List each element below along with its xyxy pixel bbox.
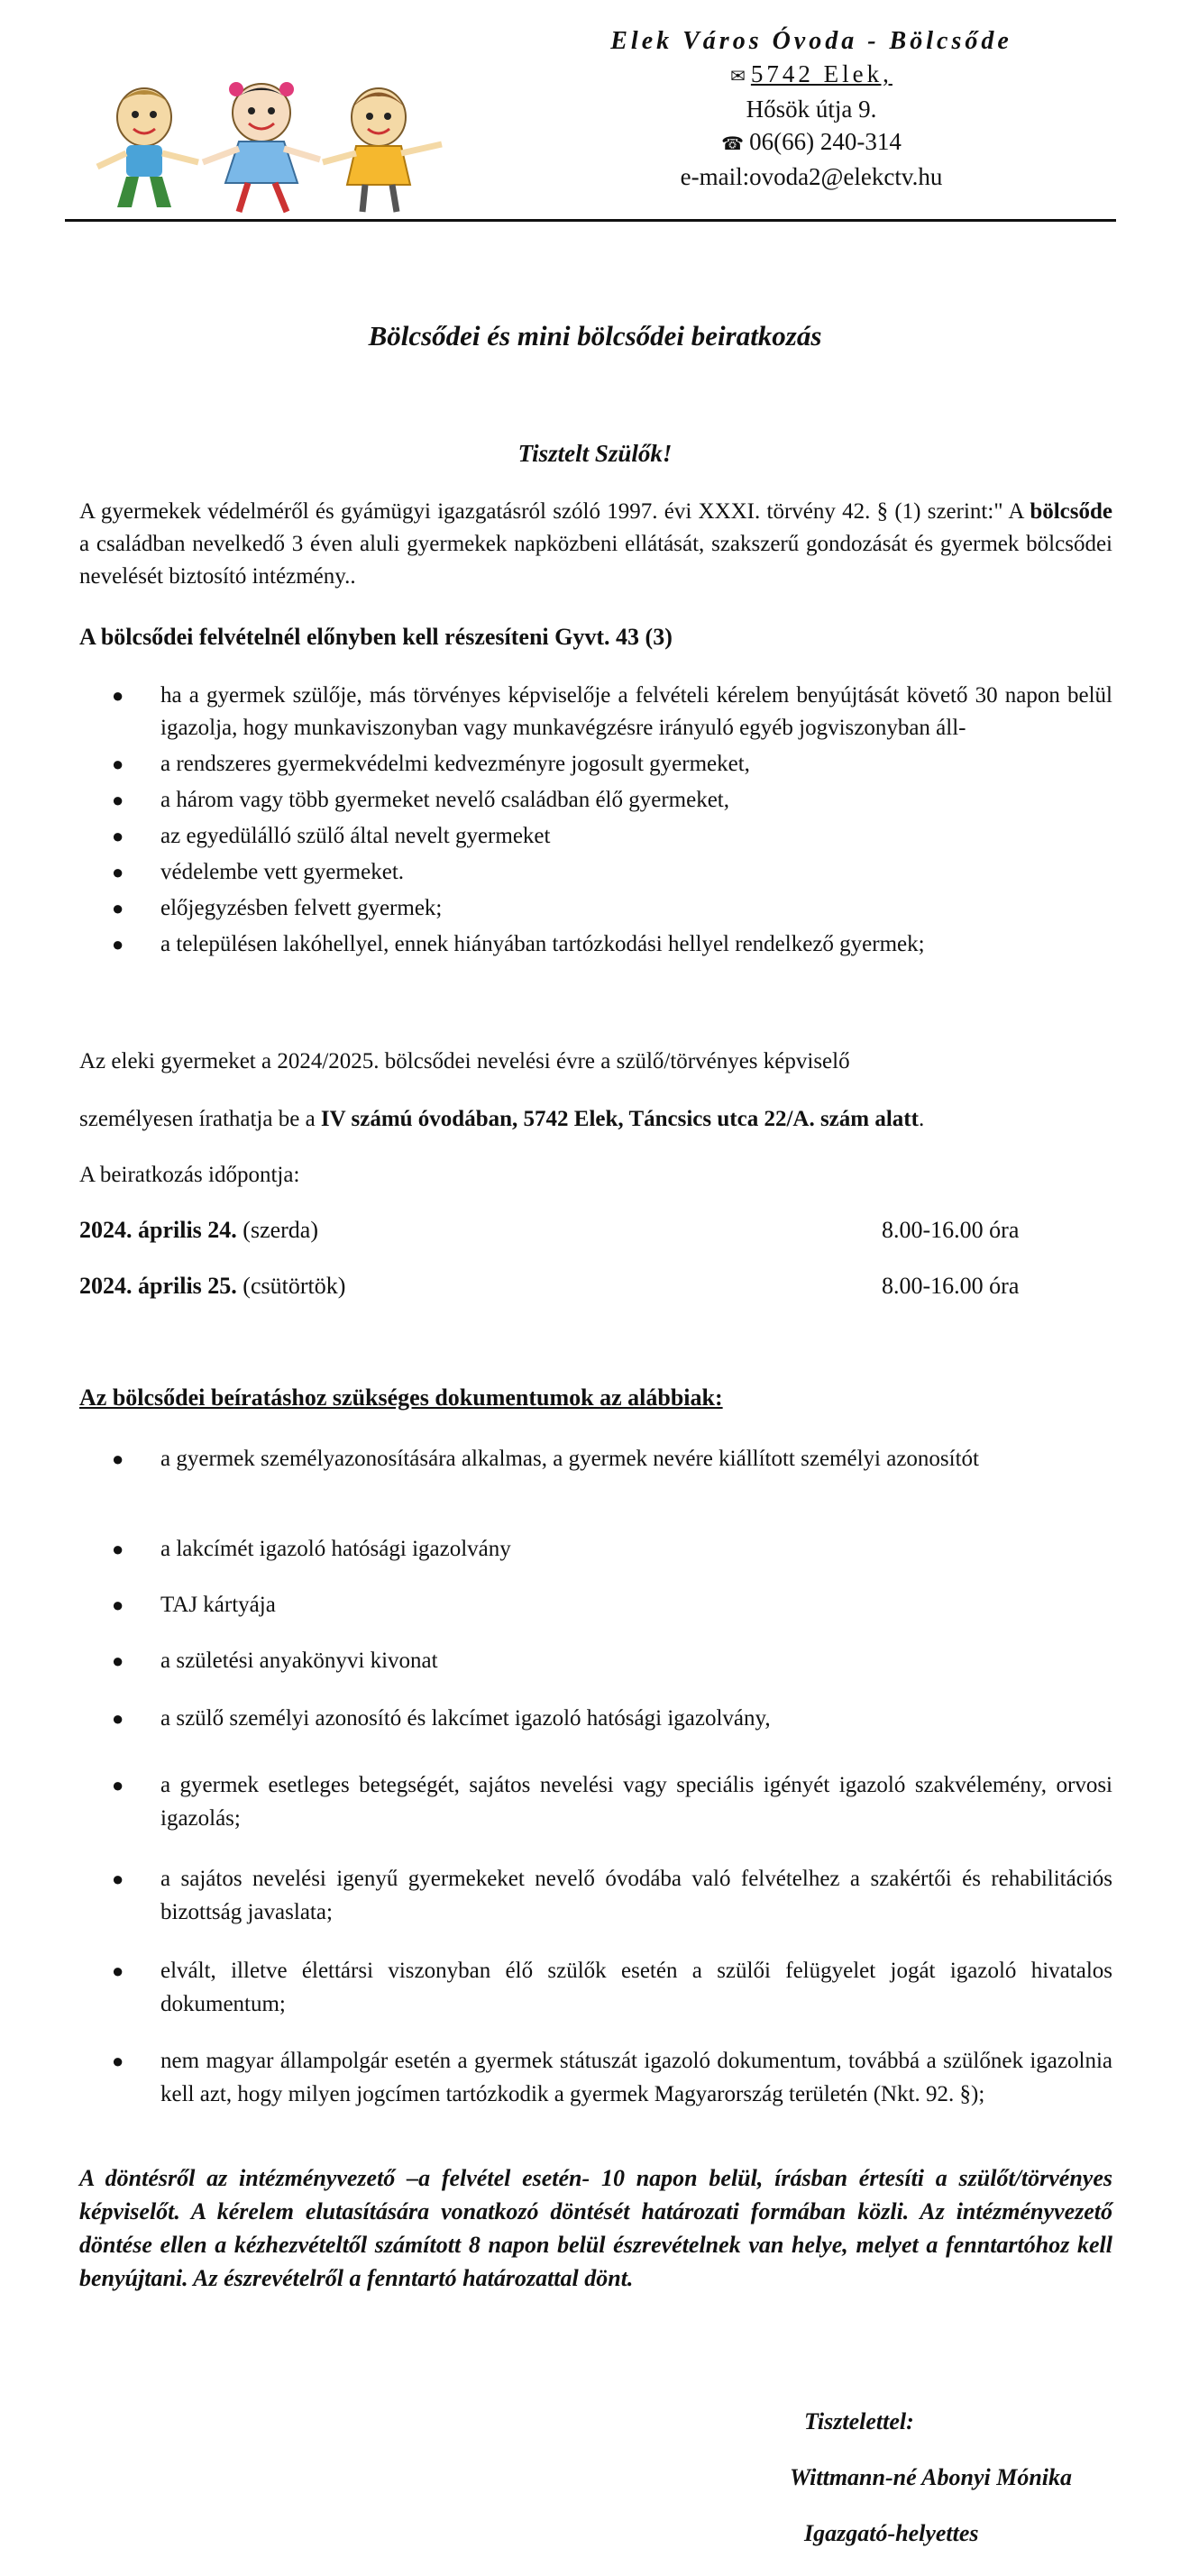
enroll-location: IV számú óvodában, 5742 Elek, Táncsics utca 22/A. szám alatt: [320, 1107, 919, 1131]
date-value: 2024. április 24.: [79, 1217, 237, 1243]
list-item-text: az egyedülálló szülő által nevelt gyermeket: [160, 824, 551, 848]
priority-list: [79, 680, 1112, 964]
organization-name: Elek Város Óvoda - Bölcsőde: [610, 27, 1012, 55]
list-item: [79, 1532, 1112, 1566]
list-item: [79, 820, 1112, 853]
list-item: [79, 1954, 1112, 2021]
intro-text-2: a családban nevelkedő 3 éven aluli gyermekek napközbeni ellátását, szakszerű gondozását és gyermek bölcsődei nevelését biztosító intézmény..: [79, 532, 1112, 589]
list-item: [79, 2044, 1112, 2111]
list-item: [79, 1644, 1112, 1677]
mailbox-icon: ✉: [730, 66, 746, 87]
list-item-text: nem magyar állampolgár esetén a gyermek státuszát igazoló dokumentum, továbbá a szülőnek igazolnia kell azt, hogy milyen jogcímen tartózkodik a gyermek Magyarország területén (Nkt. 92. §);: [160, 2049, 1112, 2106]
street-address: Hősök útja 9.: [746, 95, 877, 123]
time-range: 8.00-16.00 óra: [882, 1273, 1020, 1299]
list-item-text: védelembe vett gyermeket.: [160, 860, 405, 884]
list-item: [79, 1862, 1112, 1929]
bullet-icon: ●: [112, 933, 124, 955]
priority-heading: A bölcsődei felvételnél előnyben kell részesíteni Gyvt. 43 (3): [79, 624, 673, 650]
list-item: [79, 1768, 1112, 1835]
list-item-text: elvált, illetve élettársi viszonyban élő szülők esetén a szülői felügyelet jogát igazoló hivatalos dokumentum;: [160, 1959, 1112, 2016]
intro-text-1: A gyermekek védelméről és gyámügyi igazgatásról szóló 1997. évi XXXI. törvény 42. § (1) szerint:" A: [79, 499, 1030, 524]
bullet-icon: ●: [112, 1959, 124, 1982]
phone-icon: ☎: [721, 133, 745, 154]
intro-paragraph: [79, 496, 1112, 593]
bullet-icon: ●: [112, 1649, 124, 1672]
enroll-text: személyesen írathatja be a: [79, 1107, 321, 1131]
list-item-text: a gyermek esetleges betegségét, sajátos nevelési vagy speciális igényét igazoló szakvélemény, orvosi igazolás;: [160, 1773, 1112, 1831]
phone-number: 06(66) 240-314: [749, 127, 902, 155]
bullet-icon: ●: [112, 753, 124, 775]
bullet-icon: ●: [112, 1707, 124, 1730]
list-item-text: a szülő személyi azonosító és lakcímet igazoló hatósági igazolvány,: [160, 1706, 771, 1731]
closing-paragraph: A döntésről az intézményvezető –a felvétel esetén- 10 napon belül, írásban értesíti a szülőt/törvényes képviselőt. A kérelem elutasítására vonatkozó döntését határozati formában közli. Az intézményvezető döntése ellen a kézhezvételtől számított 8 napon belül észrevételnek van helye, melyet a fenntartóhoz kell benyújtani. Az észrevételről a fenntartó határozattal dönt.: [79, 2165, 1112, 2291]
bullet-icon: ●: [112, 1868, 124, 1890]
list-item-text: ha a gyermek szülője, más törvényes képviselője a felvételi kérelem benyújtását követő 30 napon belül igazolja, hogy munkaviszonyban vagy munkavégzésre irányuló egyéb jogviszonyban áll-: [160, 683, 1112, 740]
list-item-text: a lakcímét igazoló hatósági igazolvány: [160, 1537, 511, 1561]
enroll-line-1: Az eleki gyermeket a 2024/2025. bölcsődei nevelési évre a szülő/törvényes képviselő: [79, 1049, 850, 1073]
list-item: [79, 784, 1112, 817]
zip-city: 5742 Elek,: [750, 60, 892, 87]
children-logo: [81, 77, 469, 221]
list-item: [79, 1702, 1112, 1735]
list-item-text: TAJ kártyája: [160, 1593, 276, 1617]
bullet-icon: ●: [112, 825, 124, 847]
child-right-figure: [323, 88, 442, 212]
bullet-icon: ●: [112, 684, 124, 707]
signature-role: Igazgató-helyettes: [804, 2520, 979, 2546]
date-value: 2024. április 25.: [79, 1273, 237, 1299]
signature-name: Wittmann-né Abonyi Mónika: [790, 2464, 1073, 2490]
list-item: [79, 748, 1112, 781]
enroll-line-2: [79, 1103, 1112, 1136]
bullet-icon: ●: [112, 861, 124, 883]
list-item-text: a sajátos nevelési igenyű gyermekeket nevelő óvodába való felvételhez a szakértői és rehabilitációs bizottság javaslata;: [160, 1867, 1112, 1924]
list-item-text: előjegyzésben felvett gyermek;: [160, 896, 443, 920]
list-item: [79, 856, 1112, 889]
list-item-text: a három vagy több gyermeket nevelő családban élő gyermeket,: [160, 788, 730, 812]
list-item-text: a településen lakóhellyel, ennek hiányában tartózkodási hellyel rendelkező gyermek;: [160, 932, 925, 956]
list-item-text: a rendszeres gyermekvédelmi kedvezményre jogosult gyermeket,: [160, 752, 750, 776]
documents-heading: Az bölcsődei beíratáshoz szükséges dokumentumok az alábbiak:: [79, 1384, 723, 1411]
child-middle-figure: [203, 82, 320, 212]
child-left-figure: [97, 88, 198, 207]
document-title: Bölcsődei és mini bölcsődei beiratkozás: [368, 320, 822, 352]
bullet-icon: ●: [112, 897, 124, 919]
dates-intro: A beiratkozás időpontja:: [79, 1163, 300, 1187]
list-item-text: a gyermek személyazonosítására alkalmas, a gyermek nevére kiállított személyi azonosítót: [160, 1447, 979, 1471]
date-row: [79, 1273, 1112, 1300]
bullet-icon: ●: [112, 1594, 124, 1616]
list-item-text: a születési anyakönyvi kivonat: [160, 1649, 438, 1673]
list-item: [79, 1442, 1112, 1475]
signature-greeting: Tisztelettel:: [804, 2408, 914, 2434]
time-range: 8.00-16.00 óra: [882, 1217, 1020, 1243]
list-item: [79, 928, 1112, 961]
bullet-icon: ●: [112, 1448, 124, 1470]
date-row: [79, 1217, 1112, 1244]
bullet-icon: ●: [112, 1774, 124, 1796]
greeting: Tisztelt Szülők!: [517, 440, 673, 467]
bullet-icon: ●: [112, 789, 124, 811]
organization-header: [577, 25, 1046, 193]
list-item: [79, 892, 1112, 925]
list-item: [79, 1588, 1112, 1621]
intro-bold-word: bölcsőde: [1030, 499, 1112, 524]
list-item: [79, 680, 1112, 744]
enroll-period: .: [918, 1107, 925, 1131]
email-address: e-mail:ovoda2@elekctv.hu: [680, 162, 943, 190]
day-name: (csütörtök): [236, 1273, 346, 1299]
day-name: (szerda): [236, 1217, 319, 1243]
header-divider: [65, 219, 1116, 222]
bullet-icon: ●: [112, 1538, 124, 1560]
bullet-icon: ●: [112, 2050, 124, 2072]
